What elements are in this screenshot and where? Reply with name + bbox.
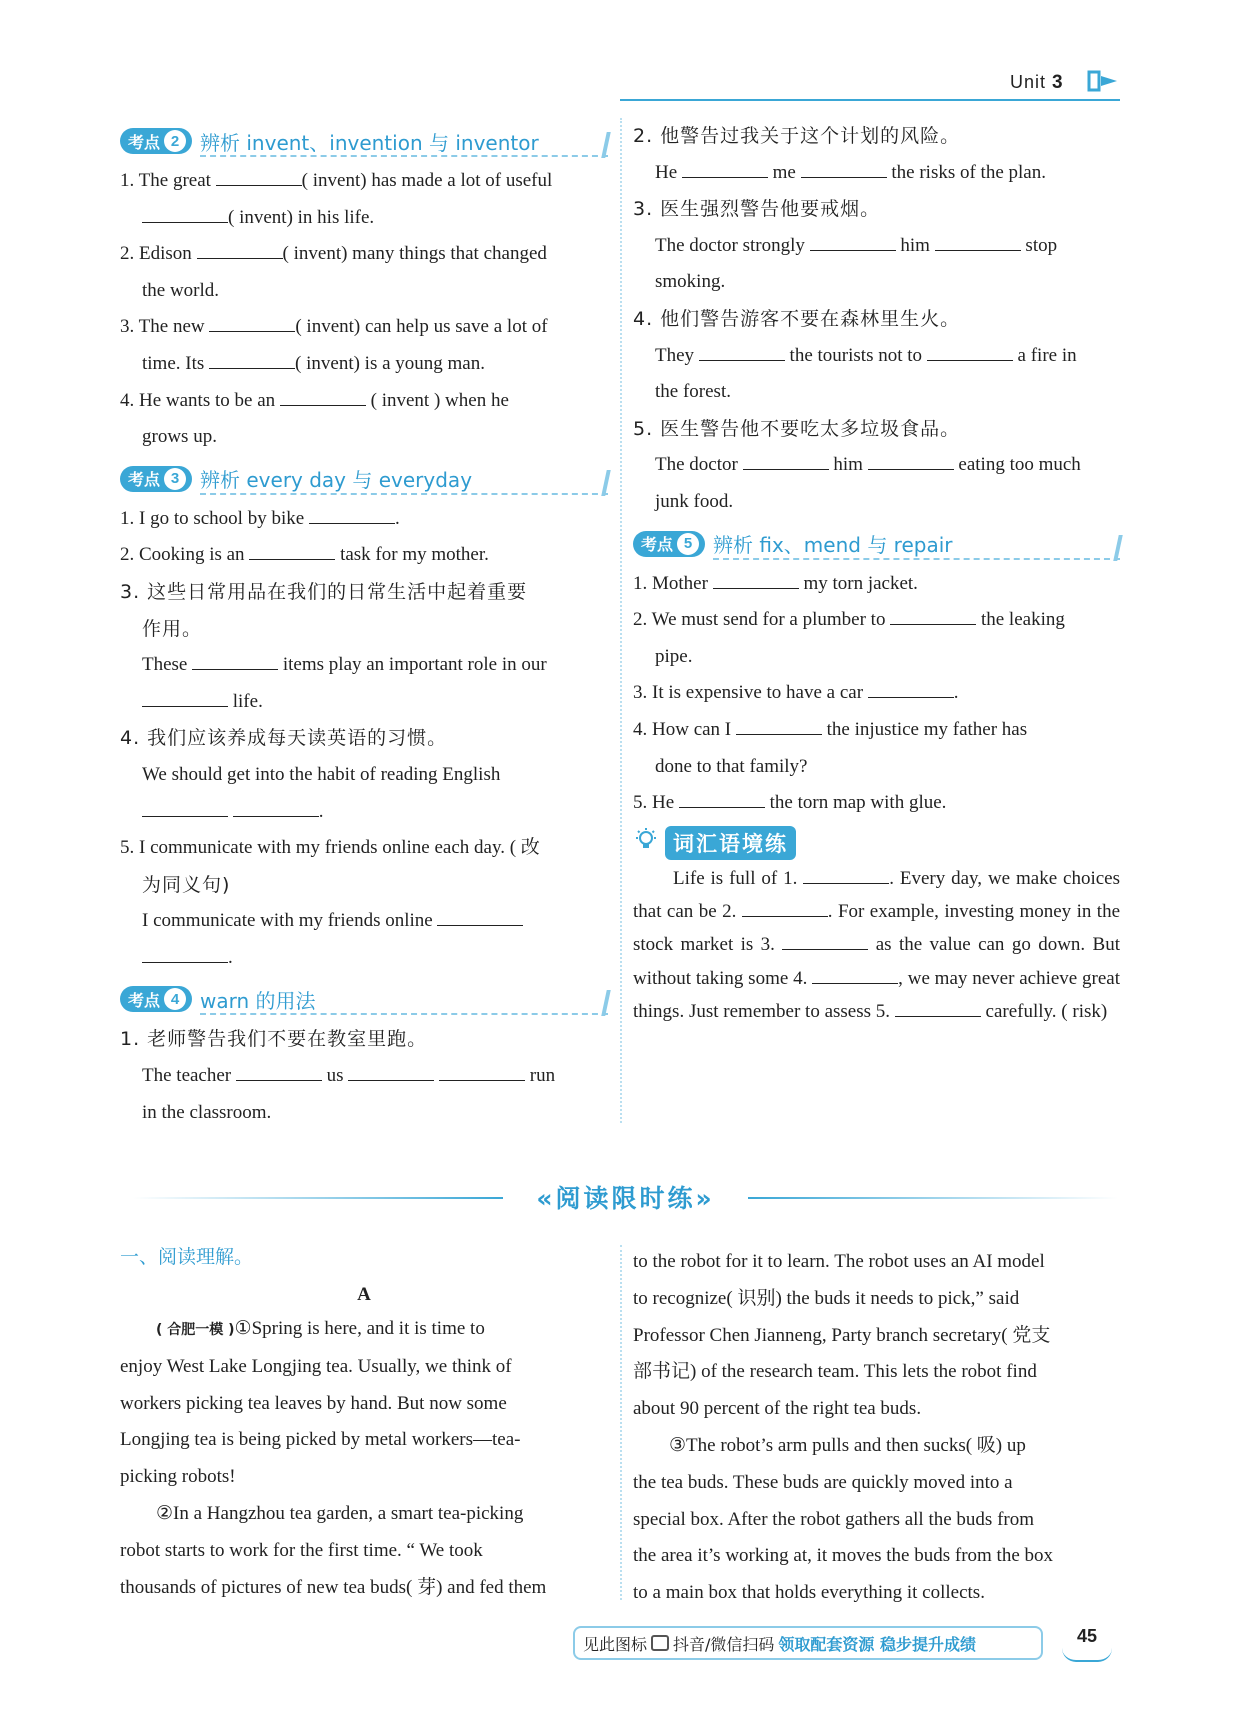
header-rule [620,99,1120,101]
kaodian-3-header: 考点 3 辨析 every day 与 everyday [120,460,608,498]
section-heading: 一、阅读理解。 [120,1246,254,1268]
article-title: A [357,1284,371,1305]
kaodian-4-questions-right: 2. 他警告过我关于这个计划的风险。 He me the risks of the plan. 3. 医生强烈警告他要戒烟。 The doctor strongly him stop smoking. 4. 他们警告游客不要在森林里生火。 They the tourists not to a fire in the forest. 5. 医生警告他不要吃太多垃圾食品。 The doctor him eating too much junk food. [633,125,1081,512]
kaodian-5-questions: 1. Mother my torn jacket. 2. We must send for a plumber to the leaking pipe. 3. It is expensive to have a car . 4. How can I the injustice my father has done to that family? 5. He the torn map with glue. [633,572,1065,814]
right-column [633,118,1120,1028]
reading-column-divider [620,1245,622,1600]
douyin-icon [651,1635,669,1651]
swirl-decoration [1062,1648,1112,1662]
kaodian-2-questions: 1. The great ( invent) has made a lot of useful ( invent) in his life. 2. Edison ( invent) many things that changed the world. 3. The new ( invent) can help us save a lot of time. Its ( invent) is a young man. 4. He wants to be an ( invent ) when he grows up. [120,170,553,448]
vocab-section-header [633,824,1120,862]
vocab-paragraph: Life is full of 1. . Every day, we make choices that can be 2. . For example, investing money in the stock market is 3. as the value can go down. But without taking some 4. , we may never achieve great things. Just remember to assess 5. carefully. ( risk) [633,867,1121,1022]
unit-header: Unit 3 [1010,72,1064,93]
column-divider [620,118,622,1123]
article-text-left: ( 合肥一模 )①Spring is here, and it is time to enjoy West Lake Longjing tea. Usually, we think of workers picking tea leaves by hand. But now some Longjing tea is being picked by metal workers—tea- picking robots! ②In a Hangzhou tea garden, a smart tea-picking robot starts to work for the first time. “ We took thousands of pictures of new tea buds( 芽) and fed them [120,1318,547,1598]
kaodian-title: 辨析 fix、mend 与 repair [713,533,953,558]
kaodian-badge: 考点 2 [120,128,192,154]
left-column [120,118,608,1131]
kaodian-3-questions: 1. I go to school by bike . 2. Cooking is an task for my mother. 3. 这些日常用品在我们的日常生活中起着重要 作用。 These items play an important role in our life. 4. 我们应该养成每天读英语的习惯。 We should get into the habit of reading English . 5. I communicate with my friends online each day. ( 改 为同义句) I communicate with my friends online . [120,507,547,968]
kaodian-4-questions-left: 1. 老师警告我们不要在教室里跑。 The teacher us run in the classroom. [120,1028,556,1123]
lightbulb-icon [633,827,659,859]
kaodian-4-header: 考点 4 warn 的用法 [120,980,608,1018]
reading-banner [133,1183,1118,1213]
page-number: 45 [1077,1626,1098,1646]
reading-right-column [633,1244,1120,1612]
vocab-title: 词汇语境练 [665,826,796,860]
kaodian-2-header [120,122,608,160]
footer-banner: 见此图标 抖音/微信扫码 领取配套资源 稳步提升成绩 [573,1626,1043,1660]
kaodian-5-header: 考点 5 辨析 fix、mend 与 repair [633,525,1120,563]
reading-left-column [120,1240,608,1606]
kaodian-title: 辨析 every day 与 everyday [200,468,473,493]
article-text-right: to the robot for it to learn. The robot uses an AI model to recognize( 识别) the buds it needs to pick,” said Professor Chen Jianneng, Party branch secretary( 党支 部书记) of the research team. This lets the robot find about 90 percent of the right tea buds. ③The robot’s arm pulls and then sucks( 吸) up the tea buds. These buds are quickly moved into a special box. After the robot gathers all the buds from the area it’s working at, it moves the buds from the box to a main box that holds everything it collects. [633,1251,1054,1604]
unit-arrow-icon [1085,66,1121,96]
kaodian-title: 辨析 invent、invention 与 inventor [200,130,539,155]
kaodian-title: warn 的用法 [200,988,316,1013]
banner-title: «阅读限时练» [536,1184,715,1213]
